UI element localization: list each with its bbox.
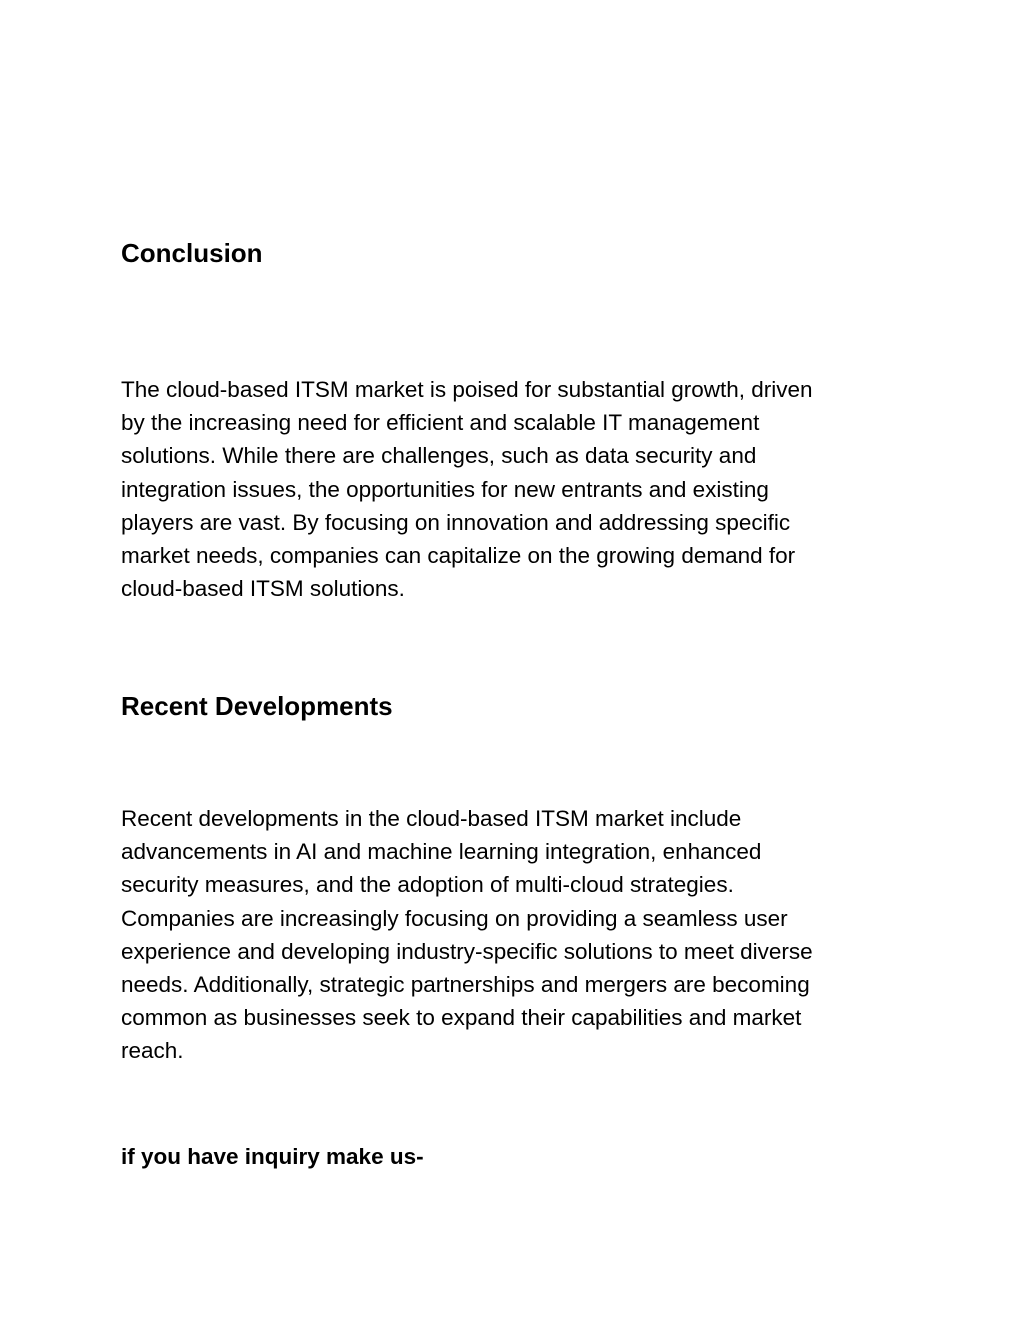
paragraph-line: The cloud-based ITSM market is poised for substantial growth, driven bbox=[121, 377, 813, 402]
paragraph-line: integration issues, the opportunities for new entrants and existing bbox=[121, 476, 769, 502]
paragraph-line: Recent developments in the cloud-based ITSM market include bbox=[121, 806, 742, 831]
paragraph-line: solutions. While there are challenges, such as data security and bbox=[121, 443, 757, 469]
paragraph-line: players are vast. By focusing on innovation and addressing specific bbox=[121, 509, 791, 535]
inquiry-text: if you have inquiry make us- bbox=[121, 1144, 424, 1169]
paragraph-line: common as businesses seek to expand their capabilities and market bbox=[121, 1005, 802, 1031]
recent-developments-heading: Recent Developments bbox=[121, 691, 393, 721]
paragraph-line: by the increasing need for efficient and scalable IT management bbox=[121, 410, 760, 436]
paragraph-line: needs. Additionally, strategic partnerships and mergers are becoming bbox=[121, 971, 810, 997]
conclusion-paragraph bbox=[121, 373, 911, 605]
paragraph-line: cloud-based ITSM solutions. bbox=[121, 576, 405, 602]
paragraph-line: experience and developing industry-specific solutions to meet diverse bbox=[121, 938, 813, 964]
conclusion-heading: Conclusion bbox=[121, 238, 263, 268]
paragraph-line: security measures, and the adoption of multi-cloud strategies. bbox=[121, 872, 734, 898]
paragraph-line: reach. bbox=[121, 1038, 184, 1064]
recent-developments-paragraph bbox=[121, 802, 911, 1068]
paragraph-line: market needs, companies can capitalize on the growing demand for bbox=[121, 542, 796, 568]
paragraph-line: advancements in AI and machine learning integration, enhanced bbox=[121, 839, 762, 865]
paragraph-line: Companies are increasingly focusing on providing a seamless user bbox=[121, 905, 788, 931]
